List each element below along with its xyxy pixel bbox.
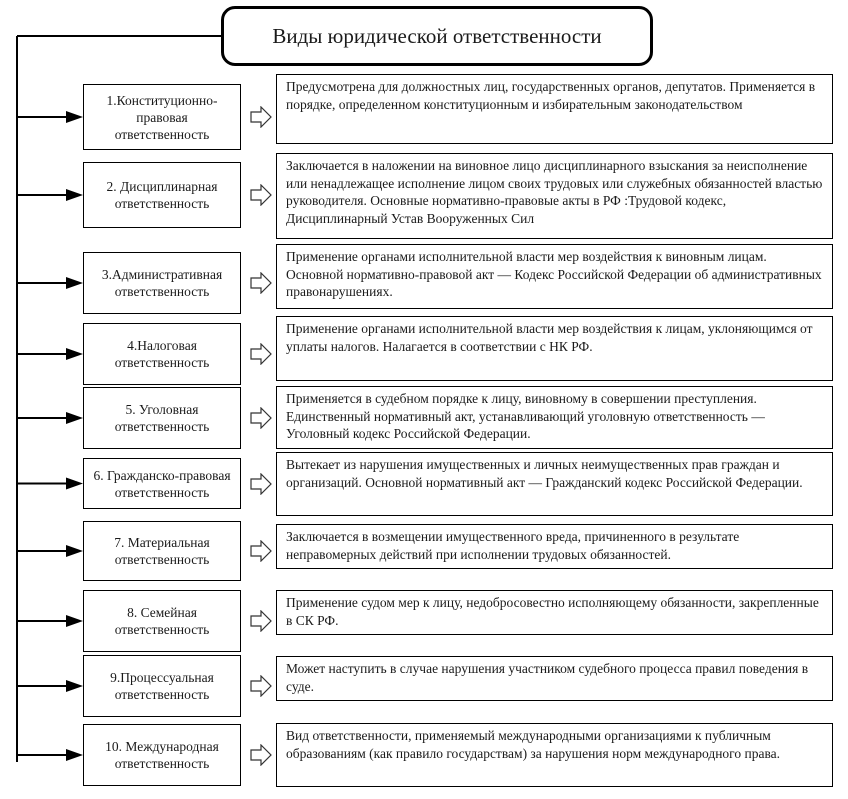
type-label: 2. Дисциплинарная ответственность [106, 179, 218, 211]
type-label: 7. Материальная ответственность [114, 535, 210, 567]
hollow-arrow-icon [250, 343, 272, 365]
type-box-2 [83, 162, 241, 228]
branch-arrowhead-7 [66, 545, 83, 557]
description-box-5 [276, 386, 833, 449]
description-text: Может наступить в случае нарушения участником судебного процесса правил поведения в суде. [286, 661, 809, 694]
type-label: 4.Налоговая ответственность [114, 338, 210, 370]
description-box-1 [276, 74, 833, 144]
description-text: Заключается в наложении на виновное лицо дисциплинарного взыскания за неисполнение или ненадлежащее исполнение лицом своих трудовых или служебных обязанностей властью руководителя. Основные нормативно-правовые акты в РФ :Трудовой кодекс, Дисциплинарный Устав Вооруженных Сил [286, 158, 823, 226]
branch-arrowhead-1 [66, 111, 83, 123]
description-box-4 [276, 316, 833, 381]
branch-arrowhead-9 [66, 680, 83, 692]
hollow-arrow-icon [250, 610, 272, 632]
description-text: Применение органами исполнительной власти мер воздействия к виновным лицам. Основной нормативно-правовой акт — Кодекс Российской Федерации об административных правонарушениях. [286, 249, 822, 299]
description-text: Применение судом мер к лицу, недобросовестно исполняющему обязанности, закрепленные в СК РФ. [286, 595, 819, 628]
description-box-2 [276, 153, 833, 239]
description-text: Применяется в судебном порядке к лицу, виновному в совершении преступления. Единственный нормативный акт, устанавливающий уголовную ответственность — Уголовный кодекс Российской Федерации. [286, 391, 765, 441]
branch-arrowhead-2 [66, 189, 83, 201]
description-box-6 [276, 452, 833, 516]
hollow-arrow-icon [250, 473, 272, 495]
branch-arrowhead-10 [66, 749, 83, 761]
description-text: Предусмотрена для должностных лиц, государственных органов, депутатов. Применяется в порядке, определенном конституционным и избирательным законодательством [286, 79, 816, 112]
description-box-10 [276, 723, 833, 787]
description-text: Вид ответственности, применяемый международными организациями к публичным образованиям (как правило государствам) за нарушения норм международного права. [286, 728, 781, 761]
type-box-9 [83, 655, 241, 717]
type-label: 6. Гражданско-правовая ответственность [93, 467, 231, 500]
type-box-10 [83, 724, 241, 786]
type-box-3 [83, 252, 241, 314]
type-label: 1.Конституционно-правовая ответственность [106, 92, 218, 142]
type-box-7 [83, 521, 241, 581]
hollow-arrow-icon [250, 184, 272, 206]
type-label: 5. Уголовная ответственность [114, 402, 210, 434]
hollow-arrow-icon [250, 675, 272, 697]
description-box-9 [276, 656, 833, 701]
type-box-8 [83, 590, 241, 652]
hollow-arrow-icon [250, 744, 272, 766]
description-text: Вытекает из нарушения имущественных и личных неимущественных прав граждан и организаций. Основной нормативный акт — Гражданский кодекс Российской Федерации. [286, 457, 803, 490]
type-box-5 [83, 387, 241, 449]
description-box-7 [276, 524, 833, 569]
description-box-8 [276, 590, 833, 635]
description-box-3 [276, 244, 833, 309]
type-label: 10. Международная ответственность [105, 739, 219, 771]
branch-arrowhead-6 [66, 478, 83, 490]
hollow-arrow-icon [250, 407, 272, 429]
description-text: Заключается в возмещении имущественного вреда, причиненного в результате неправомерных действий при исполнении трудовых обязанностей. [286, 529, 740, 562]
type-label: 3.Административная ответственность [101, 267, 223, 299]
type-box-1 [83, 84, 241, 150]
branch-arrowhead-5 [66, 412, 83, 424]
type-box-6 [83, 458, 241, 509]
type-box-4 [83, 323, 241, 385]
type-label: 8. Семейная ответственность [114, 605, 210, 637]
branch-arrowhead-8 [66, 615, 83, 627]
hollow-arrow-icon [250, 106, 272, 128]
branch-arrowhead-4 [66, 348, 83, 360]
description-text: Применение органами исполнительной власти мер воздействия к лицам, уклоняющимся от уплаты налогов. Налагается в соответствии с НК РФ. [286, 321, 813, 354]
diagram-title: Виды юридической ответственности [221, 6, 653, 66]
hollow-arrow-icon [250, 272, 272, 294]
branch-arrowhead-3 [66, 277, 83, 289]
type-label: 9.Процессуальная ответственность [110, 670, 214, 702]
hollow-arrow-icon [250, 540, 272, 562]
